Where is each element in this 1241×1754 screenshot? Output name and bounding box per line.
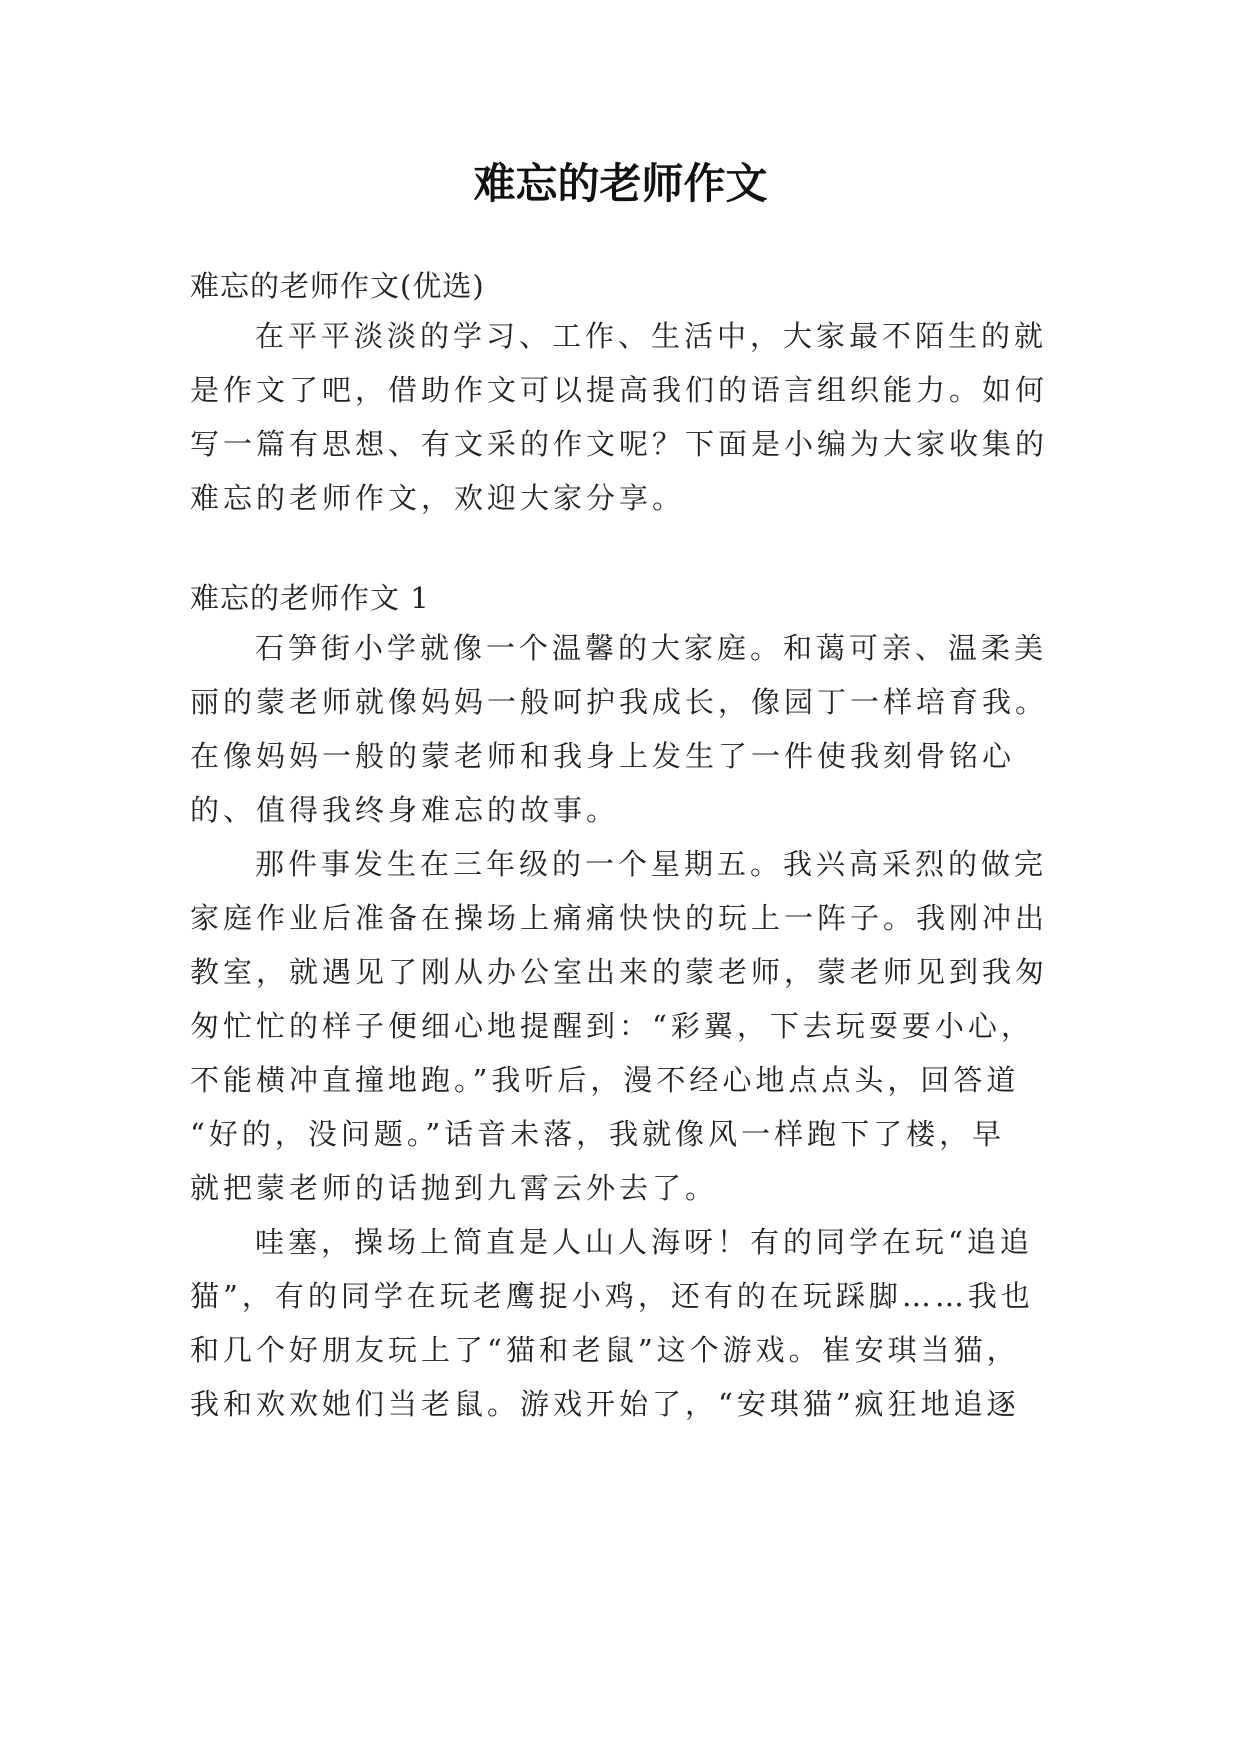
paragraph2-line: 不能横冲直撞地跑。”我听后，漫不经心地点点头，回答道 <box>190 1063 1020 1097</box>
paragraph2-line: 教室，就遇见了刚从办公室出来的蒙老师，蒙老师见到我匆 <box>190 955 1049 989</box>
paragraph2-line: 匆忙忙的样子便细心地提醒到：“彩翼，下去玩耍要小心， <box>190 1009 1034 1043</box>
subtitle: 难忘的老师作文(优选) <box>190 269 485 303</box>
paragraph3-line: 我和欢欢她们当老鼠。游戏开始了，“安琪猫”疯狂地追逐 <box>190 1387 1020 1421</box>
paragraph2-line: 就把蒙老师的话抛到九霄云外去了。 <box>190 1171 719 1205</box>
paragraph1-line: 丽的蒙老师就像妈妈一般呵护我成长，像园丁一样培育我。 <box>190 685 1049 719</box>
paragraph2-line: “好的，没问题。”话音未落，我就像风一样跑下了楼，早 <box>190 1117 1006 1151</box>
paragraph3-line: 和几个好朋友玩上了“猫和老鼠”这个游戏。崔安琪当猫， <box>190 1333 1020 1367</box>
intro-line: 在平平淡淡的学习、工作、生活中，大家最不陌生的就 <box>255 319 1048 353</box>
intro-line: 是作文了吧，借助作文可以提高我们的语言组织能力。如何 <box>190 373 1049 407</box>
document-title: 难忘的老师作文 <box>473 159 768 208</box>
paragraph2-line: 那件事发生在三年级的一个星期五。我兴高采烈的做完 <box>255 847 1048 881</box>
paragraph3-line: 猫”，有的同学在玩老鹰捉小鸡，还有的在玩踩脚……我也 <box>190 1279 1034 1313</box>
paragraph1-line: 在像妈妈一般的蒙老师和我身上发生了一件使我刻骨铭心 <box>190 739 1016 773</box>
intro-line: 写一篇有思想、有文采的作文呢？下面是小编为大家收集的 <box>190 427 1049 461</box>
paragraph2-line: 家庭作业后准备在操场上痛痛快快的玩上一阵子。我刚冲出 <box>190 901 1049 935</box>
paragraph1-line: 石笋街小学就像一个温馨的大家庭。和蔼可亲、温柔美 <box>255 631 1048 665</box>
paragraph1-line: 的、值得我终身难忘的故事。 <box>190 793 620 827</box>
essay-heading: 难忘的老师作文 1 <box>190 581 430 615</box>
paragraph3-line: 哇塞，操场上简直是人山人海呀！有的同学在玩“追追 <box>255 1225 1033 1259</box>
intro-line: 难忘的老师作文，欢迎大家分享。 <box>190 481 686 515</box>
